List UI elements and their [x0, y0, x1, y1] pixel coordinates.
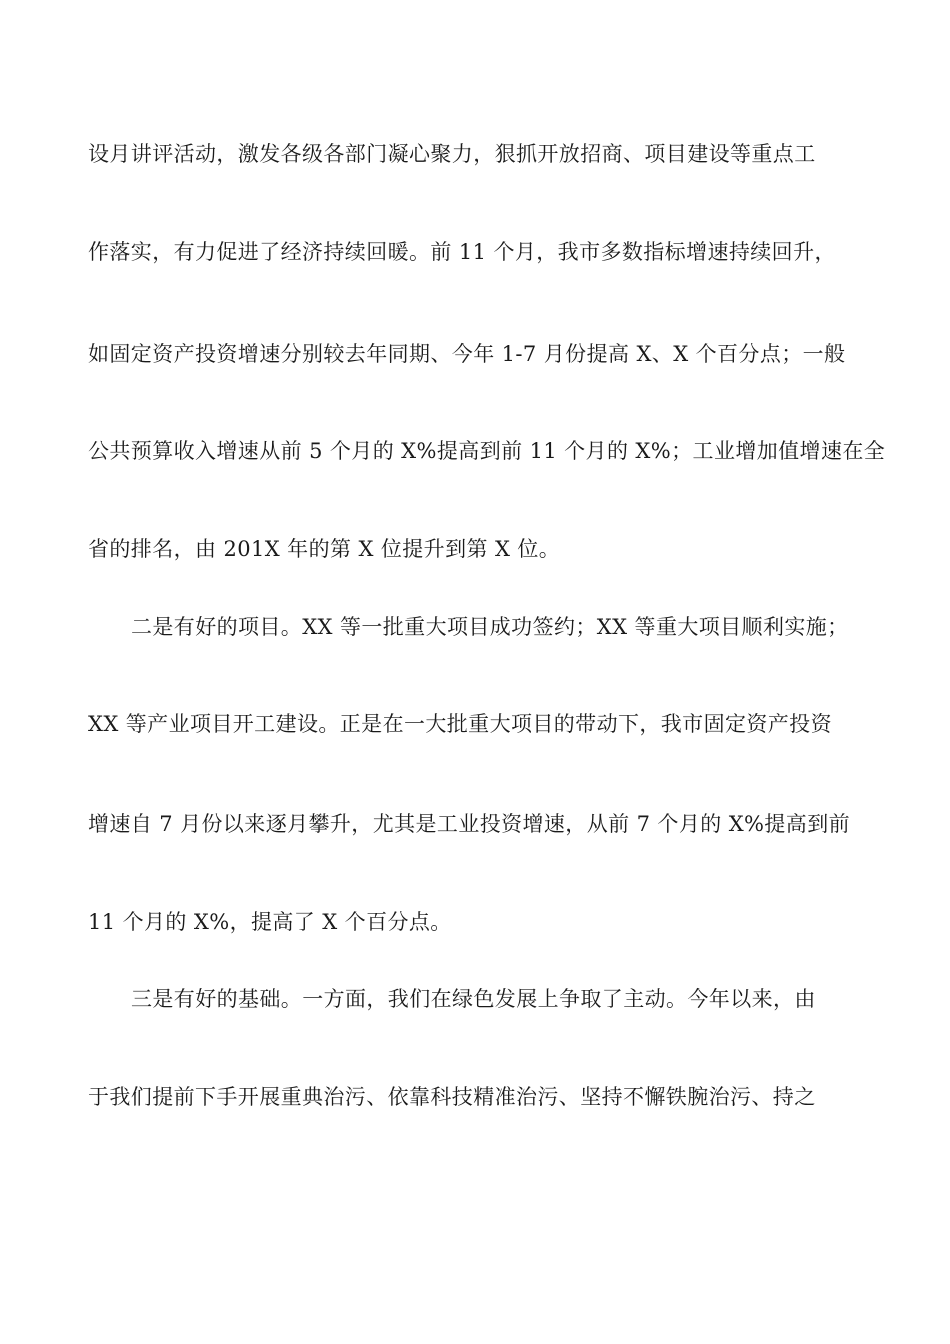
text-line: 于我们提前下手开展重典治污、依靠科技精准治污、坚持不懈铁腕治污、持之 — [88, 1085, 816, 1109]
text-line: XX 等产业项目开工建设。正是在一大批重大项目的带动下，我市固定资产投资 — [88, 712, 832, 736]
text-line: 11 个月的 X%，提高了 X 个百分点。 — [88, 910, 452, 934]
text-line: 省的排名，由 201X 年的第 X 位提升到第 X 位。 — [88, 537, 561, 561]
text-line: 作落实，有力促进了经济持续回暖。前 11 个月，我市多数指标增速持续回升， — [88, 240, 836, 264]
text-line: 增速自 7 月份以来逐月攀升，尤其是工业投资增速，从前 7 个月的 X%提高到前 — [88, 812, 850, 836]
paragraph-first-line: 二是有好的项目。XX 等一批重大项目成功签约；XX 等重大项目顺利实施； — [131, 615, 849, 639]
text-line: 设月讲评活动，激发各级各部门凝心聚力，狠抓开放招商、项目建设等重点工 — [88, 142, 816, 166]
text-line: 如固定资产投资增速分别较去年同期、今年 1-7 月份提高 X、X 个百分点；一般 — [88, 342, 846, 366]
text-line: 公共预算收入增速从前 5 个月的 X%提高到前 11 个月的 X%；工业增加值增速在全 — [88, 439, 886, 463]
paragraph-first-line: 三是有好的基础。一方面，我们在绿色发展上争取了主动。今年以来，由 — [131, 987, 816, 1011]
